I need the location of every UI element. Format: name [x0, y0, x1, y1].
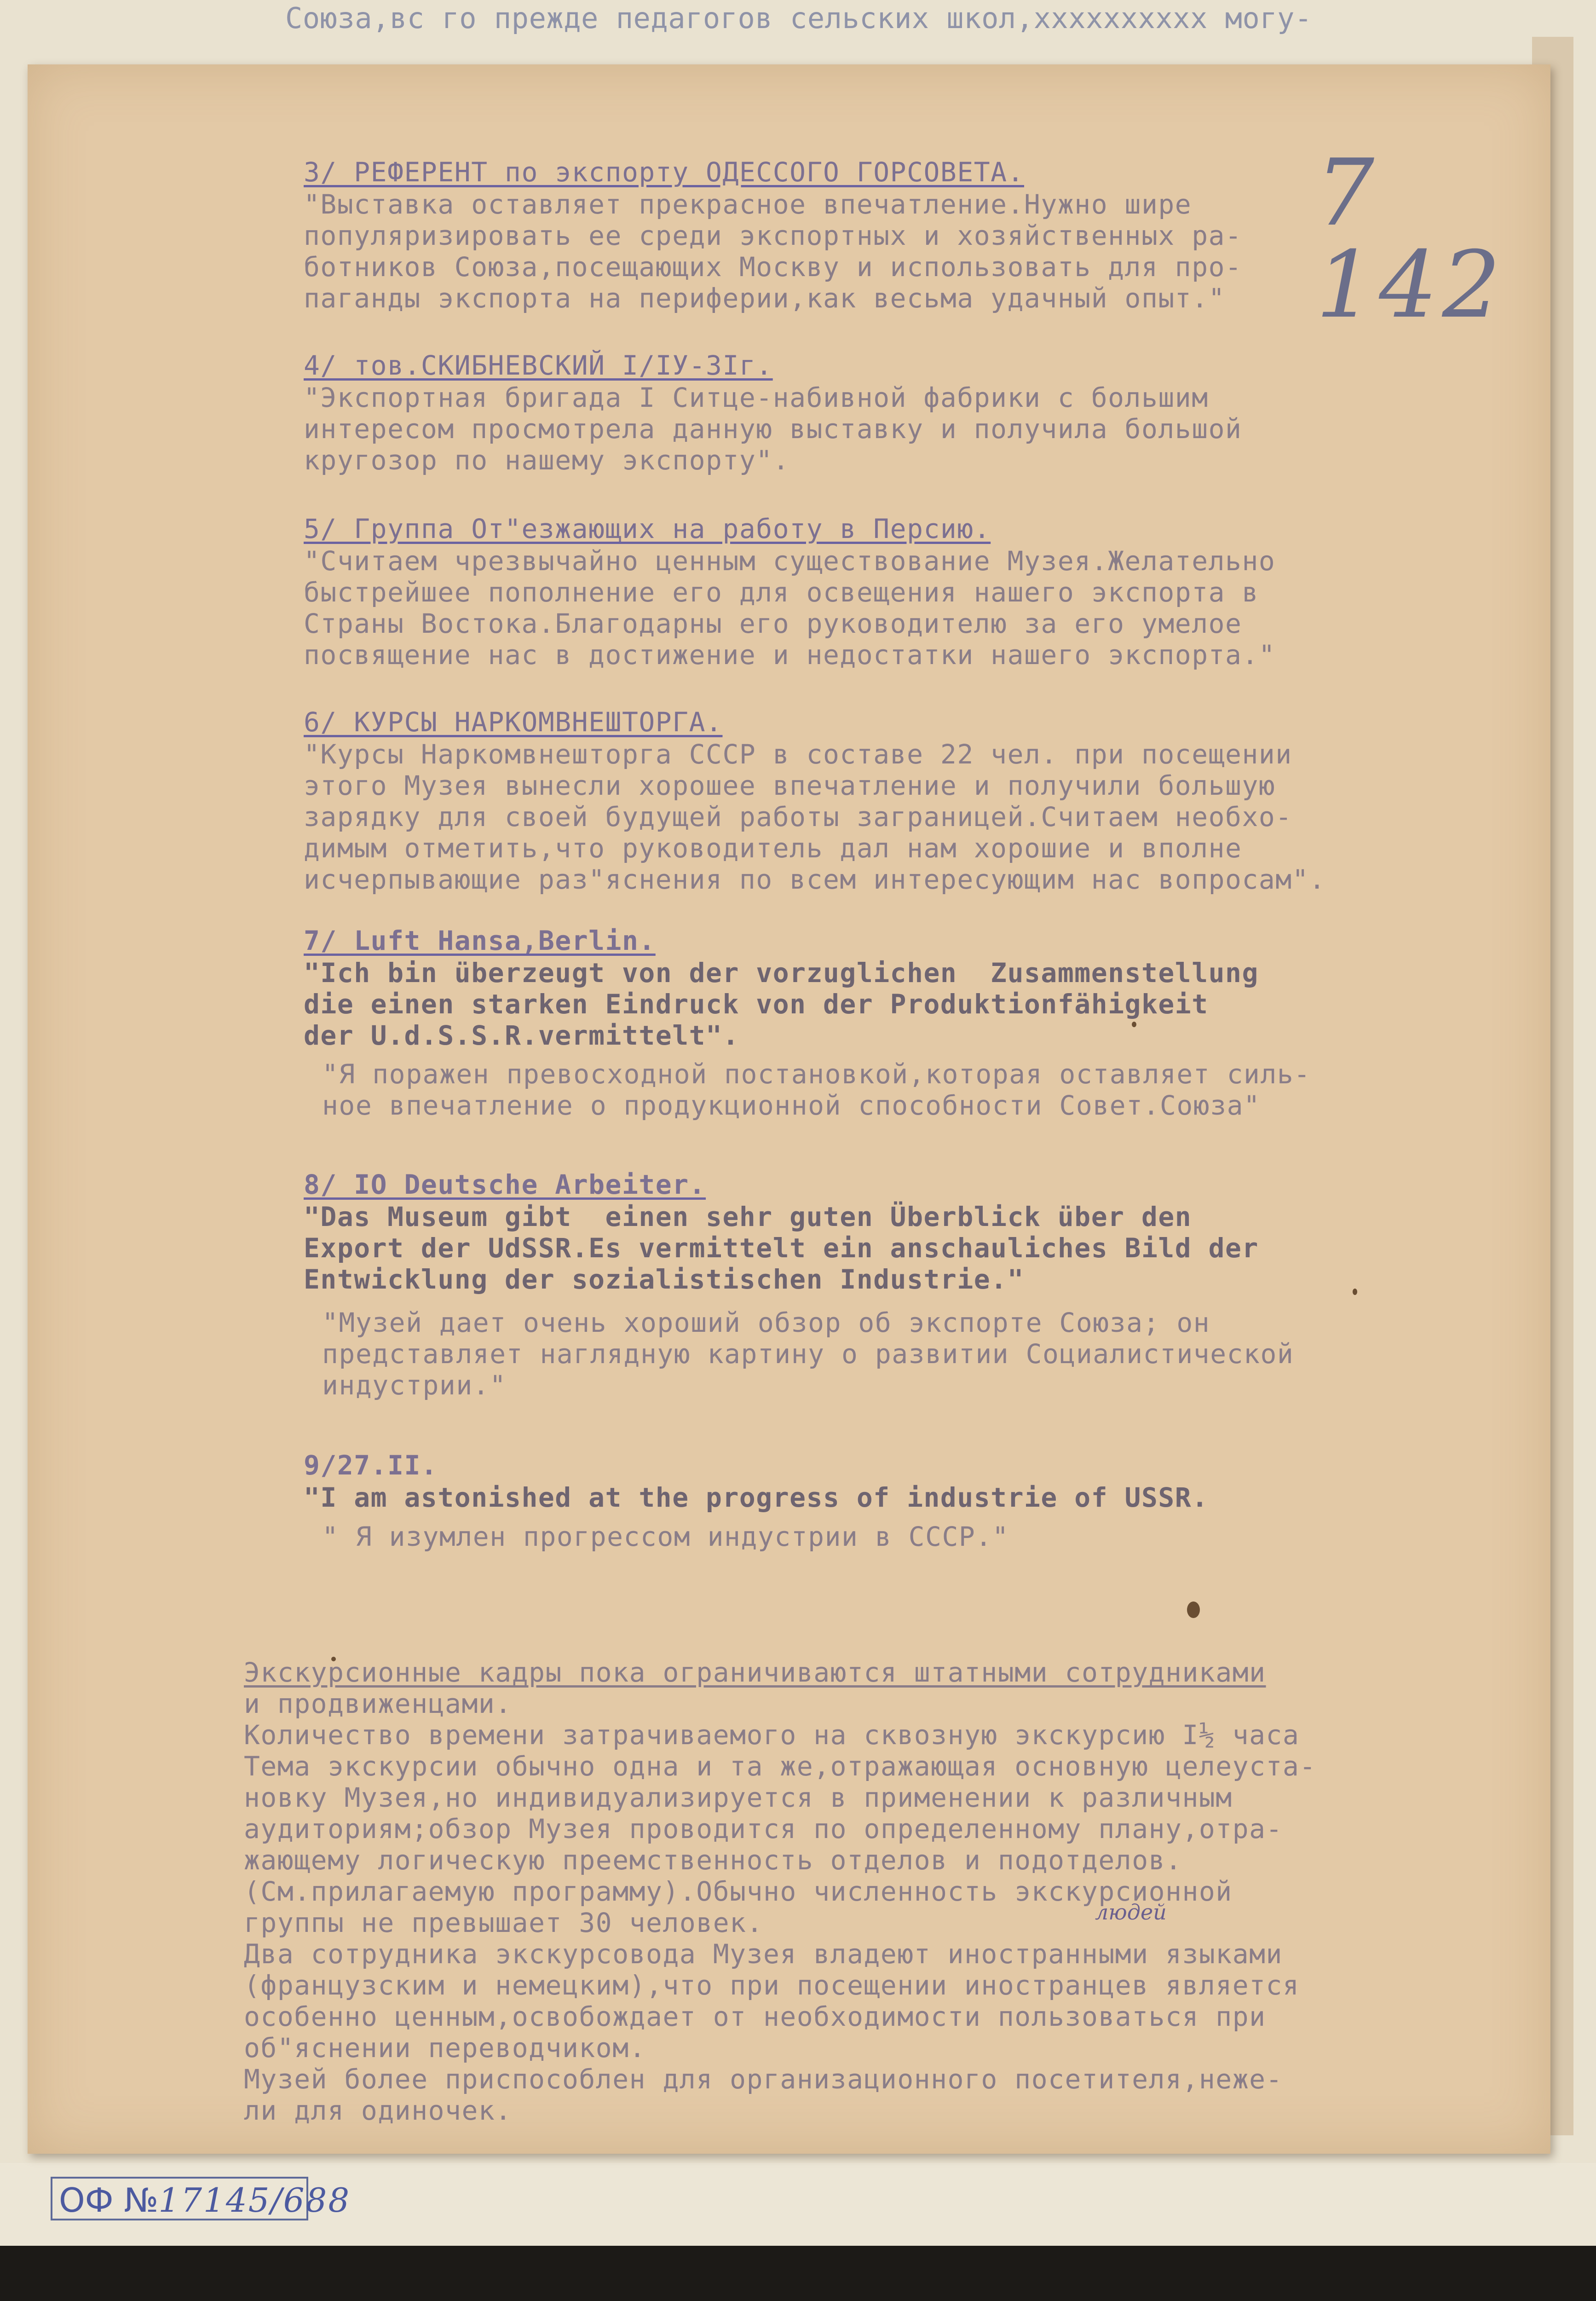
quote-translation-line: ное впечатление о продукционной способности Совет.Союза"	[322, 1090, 1261, 1121]
section-text-line: кругозор по нашему экспорту".	[304, 445, 790, 476]
closing-line: ли для одиночек.	[244, 2095, 512, 2126]
section-heading: 5/ Группа От"езжающих на работу в Персию.	[304, 513, 991, 544]
closing-line: Музей более приспособлен для организационного посетителя,неже-	[244, 2064, 1283, 2095]
closing-line: жающему логическую преемственность отделов и подотделов.	[244, 1844, 1182, 1876]
quote-original-line: "Das Museum gibt einen sehr guten Überblick über den	[304, 1201, 1192, 1232]
quote-original-line: der U.d.S.S.R.vermittelt".	[304, 1020, 739, 1051]
section-text-line: популяризировать ее среди экспортных и хозяйственных ра-	[304, 220, 1242, 251]
closing-line: Экскурсионные кадры пока ограничиваются штатными сотрудниками	[244, 1657, 1266, 1688]
section-text-line: "Курсы Наркомвнешторга СССР в составе 22 чел. при посещении	[304, 739, 1292, 770]
section-text-line: димым отметить,что руководитель дал нам хорошие и вполне	[304, 833, 1242, 864]
section-heading: 9/27.II.	[304, 1450, 438, 1481]
section-text-line: Страны Востока.Благодарны его руководителю за его умелое	[304, 608, 1242, 639]
quote-original-line: Export der UdSSR.Es vermittelt ein anschauliches Bild der	[304, 1232, 1259, 1264]
quote-original-line: Entwicklung der sozialistischen Industrie."	[304, 1264, 1025, 1295]
closing-line: особенно ценным,освобождает от необходимости пользоваться при	[244, 2001, 1266, 2032]
stamp-number: 17145/688	[158, 2181, 351, 2220]
section-text-line: интересом просмотрела данную выставку и получила большой	[304, 413, 1242, 445]
closing-line: и продвиженцами.	[244, 1688, 512, 1719]
document-page	[28, 64, 1550, 2154]
closing-line: об"яснении переводчиком.	[244, 2032, 646, 2064]
stamp-prefix: ОФ №	[59, 2181, 159, 2220]
section-text-line: посвящение нас в достижение и недостатки нашего экспорта."	[304, 639, 1276, 671]
closing-line: новку Музея,но индивидуализируется в применении к различным	[244, 1782, 1233, 1813]
quote-original-line: "I am astonished at the progress of industrie of USSR.	[304, 1482, 1209, 1513]
section-heading: 6/ КУРСЫ НАРКОМВНЕШТОРГА.	[304, 706, 723, 738]
quote-translation-line: представляет наглядную картину о развитии Социалистической	[322, 1338, 1294, 1370]
closing-line: Количество времени затрачиваемого на сквозную экскурсию I½ часа	[244, 1719, 1300, 1751]
section-text-line: ботников Союза,посещающих Москву и использовать для про-	[304, 251, 1242, 283]
archive-stamp	[51, 2177, 351, 2220]
closing-line: группы не превышает 30 человек.	[244, 1907, 763, 1938]
document-body	[28, 64, 1550, 2154]
underlying-sheet-top-line: Союза,вс го прежде педагогов сельских школ,xxxxxxxxxx могу-	[285, 1, 1312, 35]
section-heading: 4/ тов.СКИБНЕВСКИЙ I/IУ-3Iг.	[304, 350, 773, 381]
section-heading: 8/ IO Deutsche Arbeiter.	[304, 1169, 706, 1200]
closing-line: Два сотрудника экскурсовода Музея владеют иностранными языками	[244, 1938, 1283, 1970]
section-text-line: этого Музея вынесли хорошее впечатление и получили большую	[304, 770, 1276, 801]
closing-line: аудиториям;обзор Музея проводится по определенному плану,отра-	[244, 1813, 1283, 1844]
quote-translation-line: "Я поражен превосходной постановкой,которая оставляет силь-	[322, 1058, 1311, 1090]
folio-number: 7 142	[1316, 139, 1505, 339]
closing-line: (французским и немецким),что при посещении иностранцев является	[244, 1970, 1300, 2001]
section-text-line: быстрейшее пополнение его для освещения нашего экспорта в	[304, 577, 1259, 608]
quote-original-line: "Ich bin überzeugt von der vorzuglichen Zusammenstellung	[304, 957, 1259, 989]
quote-translation-line: "Музей дает очень хороший обзор об экспорте Союза; он	[322, 1307, 1210, 1338]
section-text-line: "Экспортная бригада I Ситце-набивной фабрики с большим	[304, 382, 1209, 413]
section-text-line: паганды экспорта на периферии,как весьма удачный опыт."	[304, 283, 1226, 314]
quote-translation-line: индустрии."	[322, 1370, 507, 1401]
section-heading: 7/ Luft Hansa,Berlin.	[304, 925, 656, 956]
section-text-line: "Выставка оставляет прекрасное впечатление.Нужно шире	[304, 189, 1192, 220]
quote-original-line: die einen starken Eindruck von der Produktionfähigkeit	[304, 989, 1209, 1020]
section-text-line: зарядку для своей будущей работы заграницей.Считаем необхо-	[304, 801, 1292, 833]
section-text-line: исчерпывающие раз"яснения по всем интересующим нас вопросам".	[304, 864, 1326, 895]
section-heading: 3/ РЕФЕРЕНТ по экспорту ОДЕССОГО ГОРСОВЕТА.	[304, 156, 1025, 188]
closing-line: (См.прилагаемую программу).Обычно численность экскурсионной	[244, 1876, 1233, 1907]
section-text-line: "Считаем чрезвычайно ценным существование Музея.Желательно	[304, 545, 1276, 577]
handwritten-insertion: людей	[1095, 1900, 1167, 1925]
closing-line: Тема экскурсии обычно одна и та же,отражающая основную целеуста-	[244, 1751, 1316, 1782]
quote-translation-line: " Я изумлен прогрессом индустрии в СССР."	[322, 1521, 1009, 1552]
